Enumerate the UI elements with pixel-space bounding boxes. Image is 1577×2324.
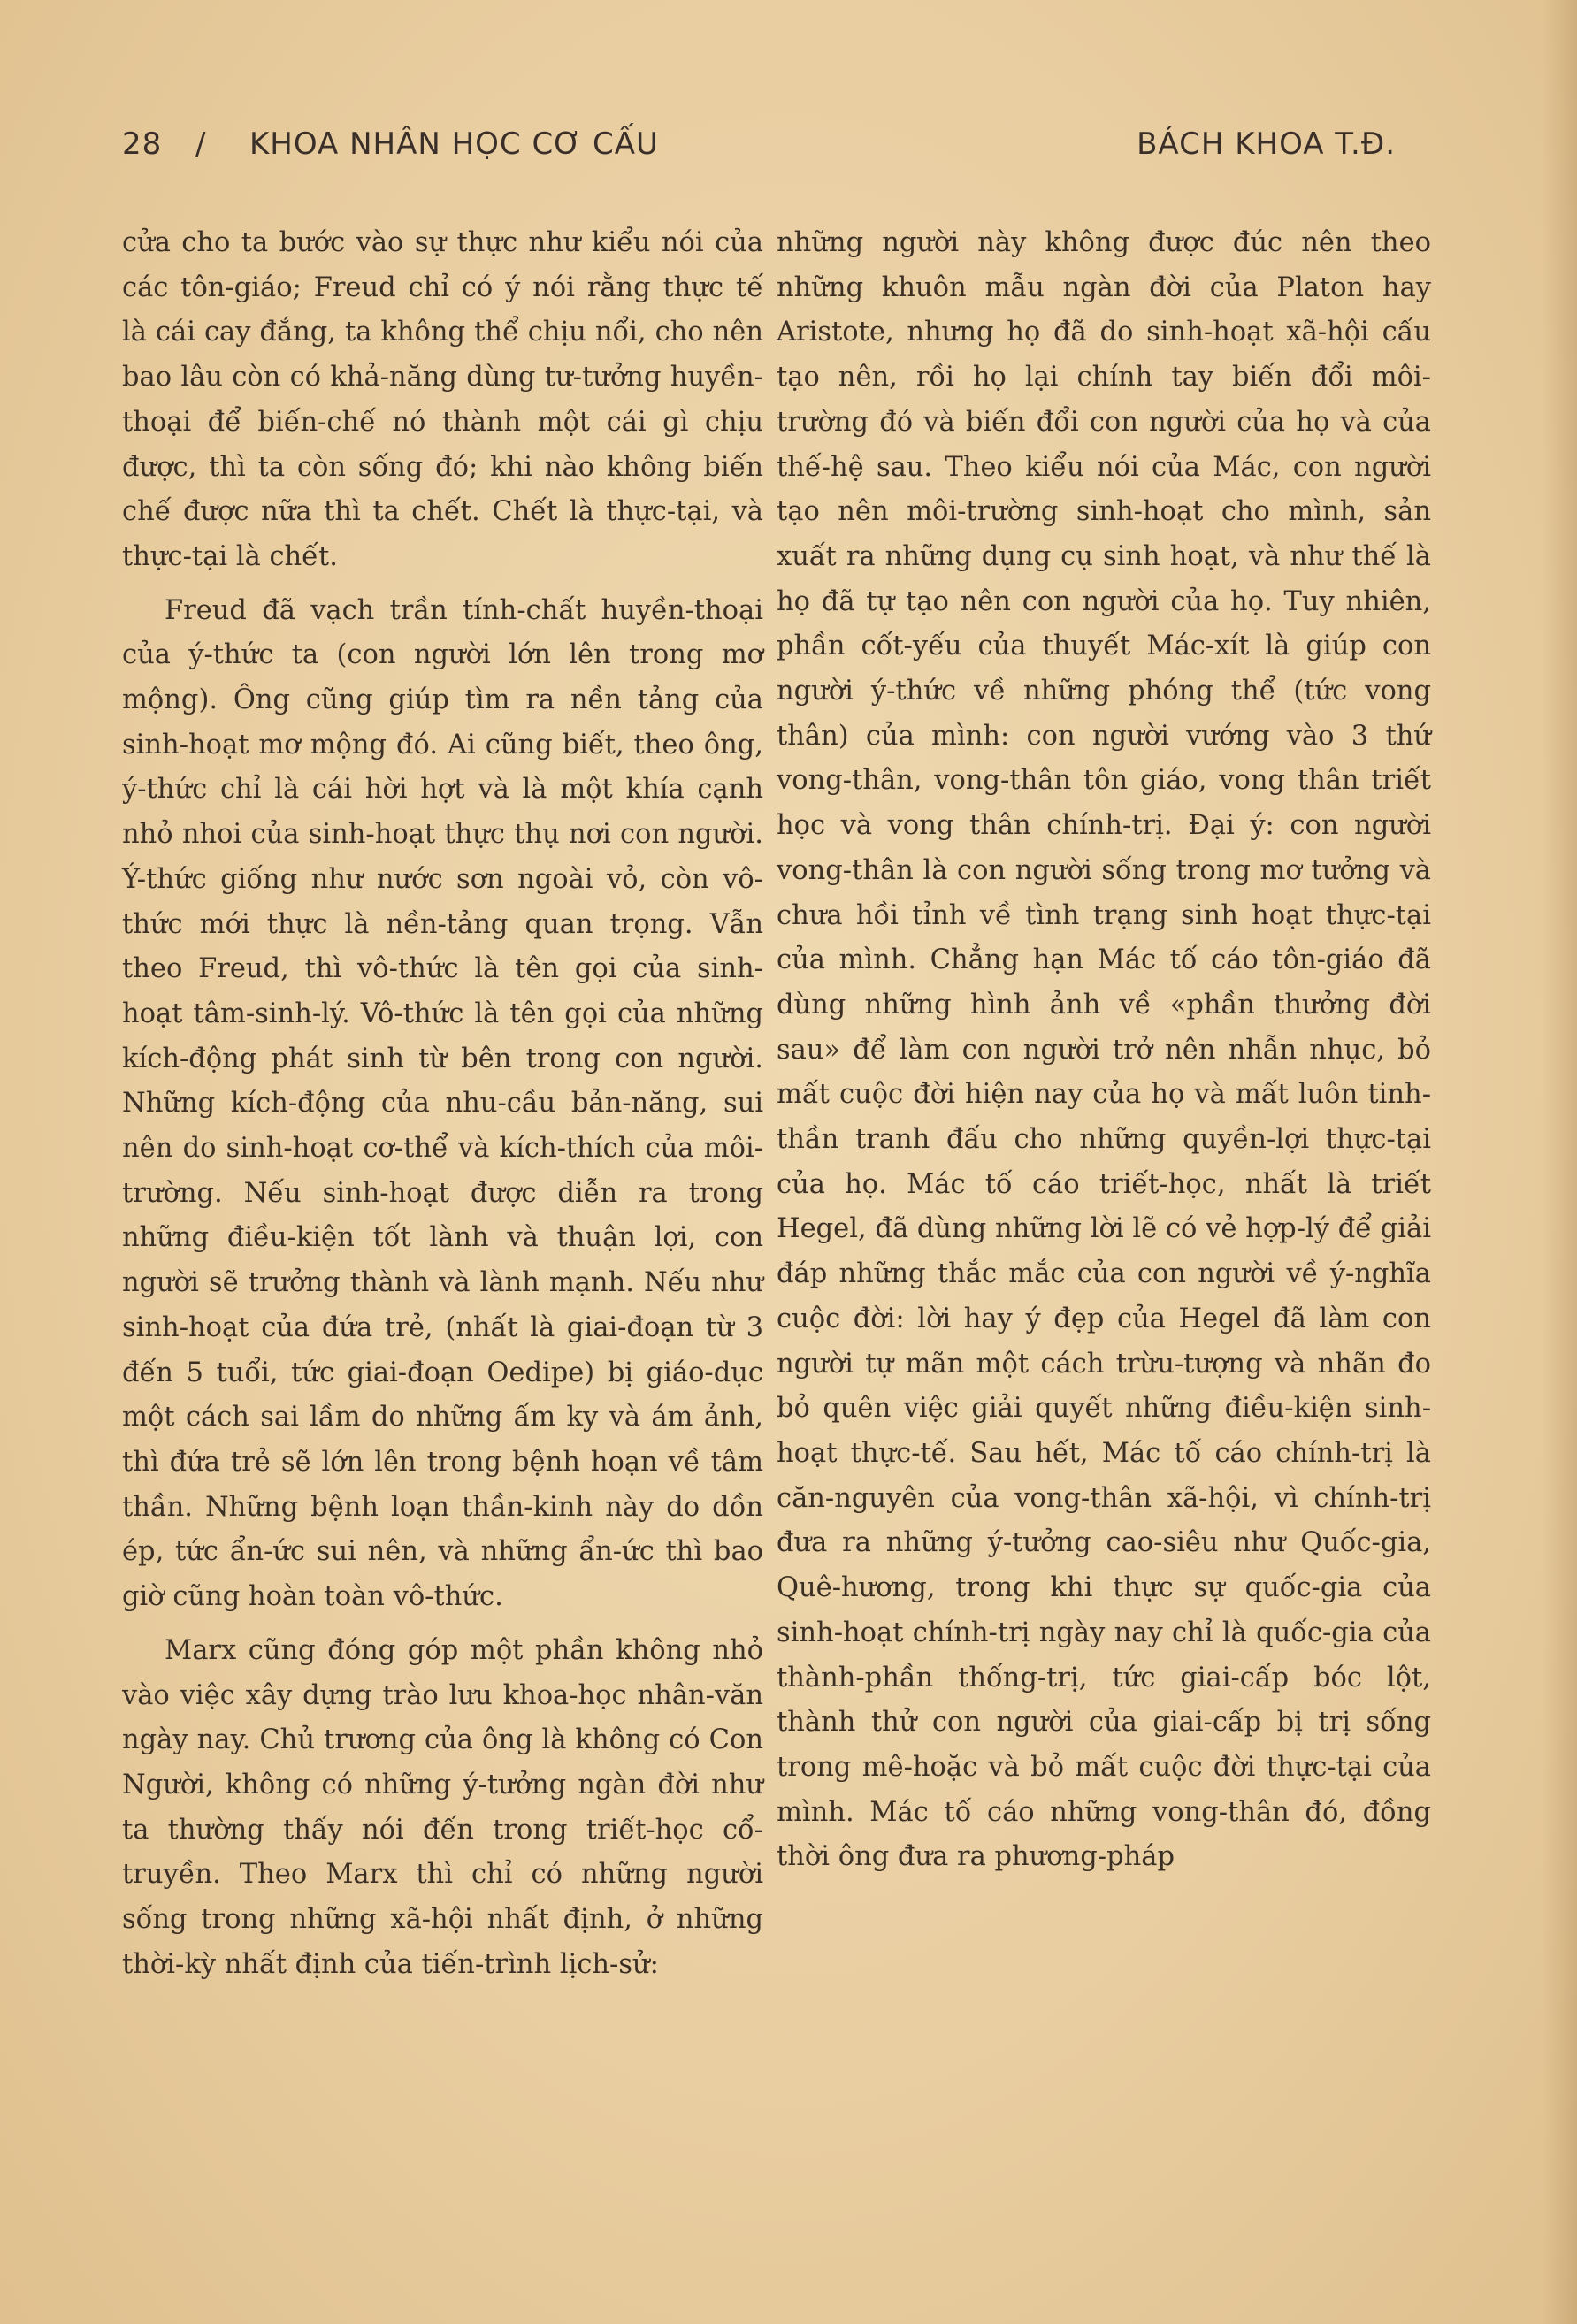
publication-name: BÁCH KHOA T.Đ. [1137, 126, 1396, 162]
right-column [777, 221, 1431, 1880]
paragraph: những người này không được đúc nên theo những khuôn mẫu ngàn đời của Platon hay Aristote, nhưng họ đã do sinh-hoạt xã-hội cấu tạo nên, rồi họ lại chính tay biến đổi môi-trường đó và biến đổi con người của họ và của thế-hệ sau. Theo kiểu nói của Mác, con người tạo nên môi-trường sinh-hoạt cho mình, sản xuất ra những dụng cụ sinh hoạt, và như thế là họ đã tự tạo nên con người của họ. Tuy nhiên, phần cốt-yếu của thuyết Mác-xít là giúp con người ý-thức về những phóng thể (tức vong thân) của mình: con người vướng vào 3 thứ vong-thân, vong-thân tôn giáo, vong thân triết học và vong thân chính-trị. Đại ý: con người vong-thân là con người sống trong mơ tưởng và chưa hồi tỉnh về tình trạng sinh hoạt thực-tại của mình. Chẳng hạn Mác tố cáo tôn-giáo đã dùng những hình ảnh về «phần thưởng đời sau» để làm con người trở nên nhẫn nhục, bỏ mất cuộc đời hiện nay của họ và mất luôn tinh-thần tranh đấu cho những quyền-lợi thực-tại của họ. Mác tố cáo triết-học, nhất là triết Hegel, đã dùng những lời lẽ có vẻ hợp-lý để giải đáp những thắc mắc của con người về ý-nghĩa cuộc đời: lời hay ý đẹp của Hegel đã làm con người tự mãn một cách trừu-tượng và nhãn đo bỏ quên việc giải quyết những điều-kiện sinh-hoạt thực-tế. Sau hết, Mác tố cáo chính-trị là căn-nguyên của vong-thân xã-hội, vì chính-trị đưa ra những ý-tưởng cao-siêu như Quốc-gia, Quê-hương, trong khi thực sự quốc-gia của sinh-hoạt chính-trị ngày nay chỉ là quốc-gia của thành-phần thống-trị, tức giai-cấp bóc lột, thành thử con người của giai-cấp bị trị sống trong mê-hoặc và bỏ mất cuộc đời thực-tại của mình. Mác tố cáo những vong-thân đó, đồng thời ông đưa ra phương-pháp [777, 227, 1431, 1873]
paragraph: Marx cũng đóng góp một phần không nhỏ vào việc xây dựng trào lưu khoa-học nhân-văn ngày nay. Chủ trương của ông là không có Con Người, không có những ý-tưởng ngàn đời như ta thường thấy nói đến trong triết-học cổ-truyền. Theo Marx thì chỉ có những người sống trong những xã-hội nhất định, ở những thời-kỳ nhất định của tiến-trình lịch-sử: [122, 1634, 763, 1980]
paragraph: cửa cho ta bước vào sự thực như kiểu nói của các tôn-giáo; Freud chỉ có ý nói rằng thực tế là cái cay đắng, ta không thể chịu nổi, cho nên bao lâu còn có khả-năng dùng tư-tưởng huyền-thoại để biến-chế nó thành một cái gì chịu được, thì ta còn sống đó; khi nào không biến chế được nữa thì ta chết. Chết là thực-tại, và thực-tại là chết. [122, 227, 763, 572]
paper-edge-shading [1542, 0, 1577, 2324]
page-number: 28 [122, 126, 163, 162]
running-header [122, 126, 1396, 171]
chapter-title: KHOA NHÂN HỌC CƠ CẤU [249, 126, 659, 162]
left-column [122, 221, 763, 1987]
paragraph: Freud đã vạch trần tính-chất huyền-thoại của ý-thức ta (con người lớn lên trong mơ mộng). Ông cũng giúp tìm ra nền tảng của sinh-hoạt mơ mộng đó. Ai cũng biết, theo ông, ý-thức chỉ là cái hời hợt và là một khía cạnh nhỏ nhoi của sinh-hoạt thực thụ nơi con người. Ý-thức giống như nước sơn ngoài vỏ, còn vô-thức mới thực là nền-tảng quan trọng. Vẫn theo Freud, thì vô-thức là tên gọi của sinh-hoạt tâm-sinh-lý. Vô-thức là tên gọi của những kích-động phát sinh từ bên trong con người. Những kích-động của nhu-cầu bản-năng, sui nên do sinh-hoạt cơ-thể và kích-thích của môi-trường. Nếu sinh-hoạt được diễn ra trong những điều-kiện tốt lành và thuận lợi, con người sẽ trưởng thành và lành mạnh. Nếu như sinh-hoạt của đứa trẻ, (nhất là giai-đoạn từ 3 đến 5 tuổi, tức giai-đoạn Oedipe) bị giáo-dục một cách sai lầm do những ấm ky và ám ảnh, thì đứa trẻ sẽ lớn lên trong bệnh hoạn về tâm thần. Những bệnh loạn thần-kinh này do dồn ép, tức ẩn-ức sui nên, và những ẩn-ức thì bao giờ cũng hoàn toàn vô-thức. [122, 594, 763, 1613]
header-separator: / [195, 126, 207, 162]
